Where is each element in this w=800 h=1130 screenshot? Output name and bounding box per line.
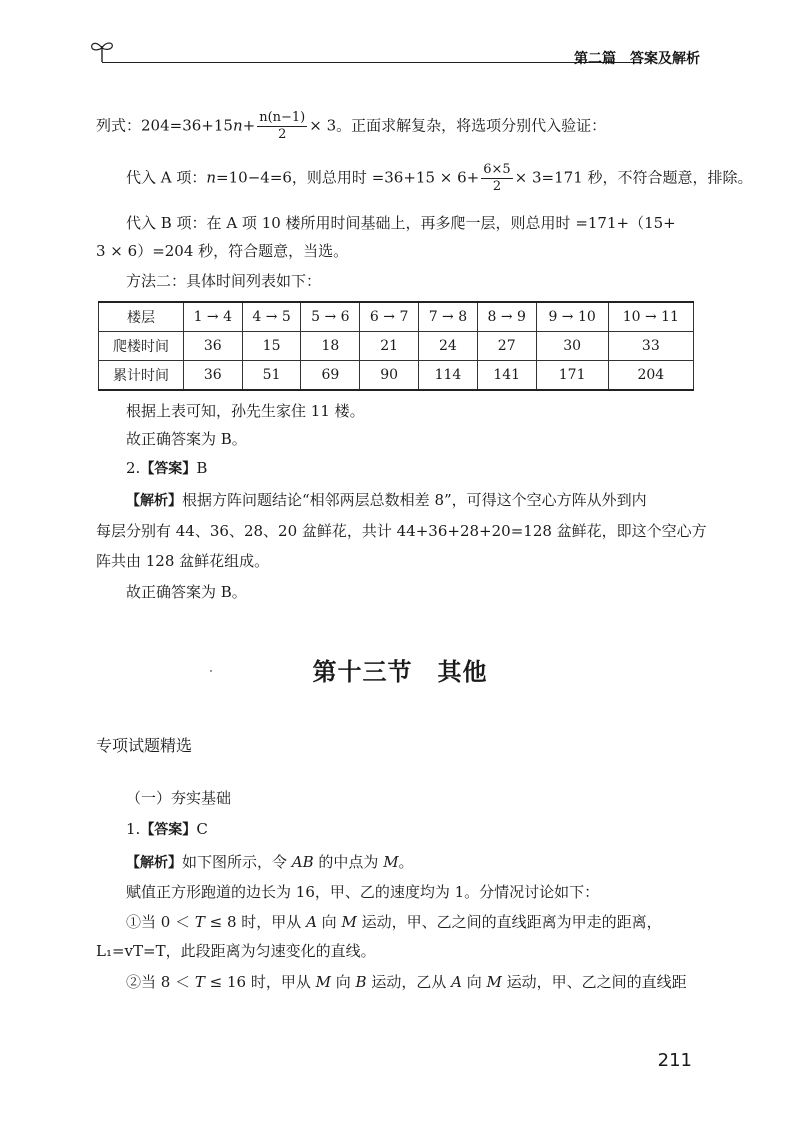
table-cell: 1 → 4 <box>183 302 242 332</box>
table-cell: 90 <box>360 361 419 391</box>
formula-fraction: $\frac{n(n-1)}{2}$ <box>259 110 306 142</box>
table-header-row <box>99 302 694 332</box>
answer-line-2: 故正确答案为 B。 <box>126 583 247 601</box>
table-cell: 51 <box>242 361 301 391</box>
q2-analysis-line2: 每层分别有 44、36、28、20 盆鲜花，共计 44+36+28+20=128 盆鲜花，即这个空心方 <box>96 522 707 540</box>
conclusion-text: 根据上表可知，孙先生家住 11 楼。 <box>126 402 365 420</box>
table-cell: 6 → 7 <box>360 302 419 332</box>
table-row <box>99 332 694 361</box>
table-cell: 33 <box>608 332 693 361</box>
assumption-text: 赋值正方形跑道的边长为 16，甲、乙的速度均为 1。分情况讨论如下： <box>126 883 600 901</box>
table-cell: 爬楼时间 <box>99 332 184 361</box>
table-cell: 30 <box>536 332 608 361</box>
page-header <box>88 36 700 72</box>
subsection-title: 专项试题精选 <box>96 736 193 755</box>
case2-line1: ②当 8 ＜ T ≤ 16 时，甲从 M 向 B 运动，乙从 A 向 M 运动，甲、乙之间的直线距 <box>126 973 687 991</box>
table-cell: 18 <box>301 332 360 361</box>
table-cell: 10 → 11 <box>608 302 693 332</box>
table-cell: 4 → 5 <box>242 302 301 332</box>
table-cell: 69 <box>301 361 360 391</box>
page-number: 211 <box>657 1050 692 1071</box>
formula-line: 列式：204=36+15n+ $\frac{n(n-1)}{2}$ × 3。正面求解复杂，将选项分别代入验证： <box>96 110 607 142</box>
q1-answer: 1.【答案】C <box>126 820 208 838</box>
case1-line2: L₁=vT=T，此段距离为匀速变化的直线。 <box>96 942 376 960</box>
q2-analysis-line3: 阵共由 128 盆鲜花组成。 <box>96 552 270 570</box>
table-cell: 204 <box>608 361 693 391</box>
header-title: 第二篇 答案及解析 <box>574 51 700 67</box>
table-cell: 9 → 10 <box>536 302 608 332</box>
method2-text: 方法二：具体时间列表如下： <box>126 272 322 290</box>
answer-line-1: 故正确答案为 B。 <box>126 430 247 448</box>
option-b-line1: 代入 B 项：在 A 项 10 楼所用时间基础上，再多爬一层，则总用时 =171+（15+ <box>126 214 676 232</box>
table-row <box>99 361 694 391</box>
table-cell: 8 → 9 <box>477 302 536 332</box>
table-cell: 15 <box>242 332 301 361</box>
table-cell: 24 <box>419 332 478 361</box>
time-table <box>98 301 694 391</box>
q1-analysis: 【解析】如下图所示，令 AB 的中点为 M。 <box>126 853 414 871</box>
q2-answer: 2.【答案】B <box>126 459 208 477</box>
option-b-line2: 3 × 6）=204 秒，符合题意，当选。 <box>96 242 349 260</box>
table-cell: 36 <box>183 361 242 391</box>
table-cell: 21 <box>360 332 419 361</box>
table-cell: 7 → 8 <box>419 302 478 332</box>
section-title: 第十三节 其他 <box>312 658 488 686</box>
table-cell: 楼层 <box>99 302 184 332</box>
case1-line1: ①当 0 ＜ T ≤ 8 时，甲从 A 向 M 运动，甲、乙之间的直线距离为甲走的距离， <box>126 913 662 931</box>
table-cell: 27 <box>477 332 536 361</box>
table-cell: 114 <box>419 361 478 391</box>
table-cell: 36 <box>183 332 242 361</box>
option-a-line: 代入 A 项：n=10−4=6，则总用时 =36+15 × 6+ $\frac{6\times 5}{2}$ × 3=171 秒，不符合题意，排除。 <box>126 162 753 194</box>
header-rule <box>102 62 642 63</box>
table-cell: 171 <box>536 361 608 391</box>
part-title: （一）夯实基础 <box>126 789 232 807</box>
table-cell: 累计时间 <box>99 361 184 391</box>
q2-analysis-line1: 【解析】根据方阵问题结论“相邻两层总数相差 8”，可得这个空心方阵从外到内 <box>126 491 647 509</box>
option-a-fraction: $\frac{6\times 5}{2}$ <box>483 162 511 194</box>
table-cell: 141 <box>477 361 536 391</box>
table-cell: 5 → 6 <box>301 302 360 332</box>
